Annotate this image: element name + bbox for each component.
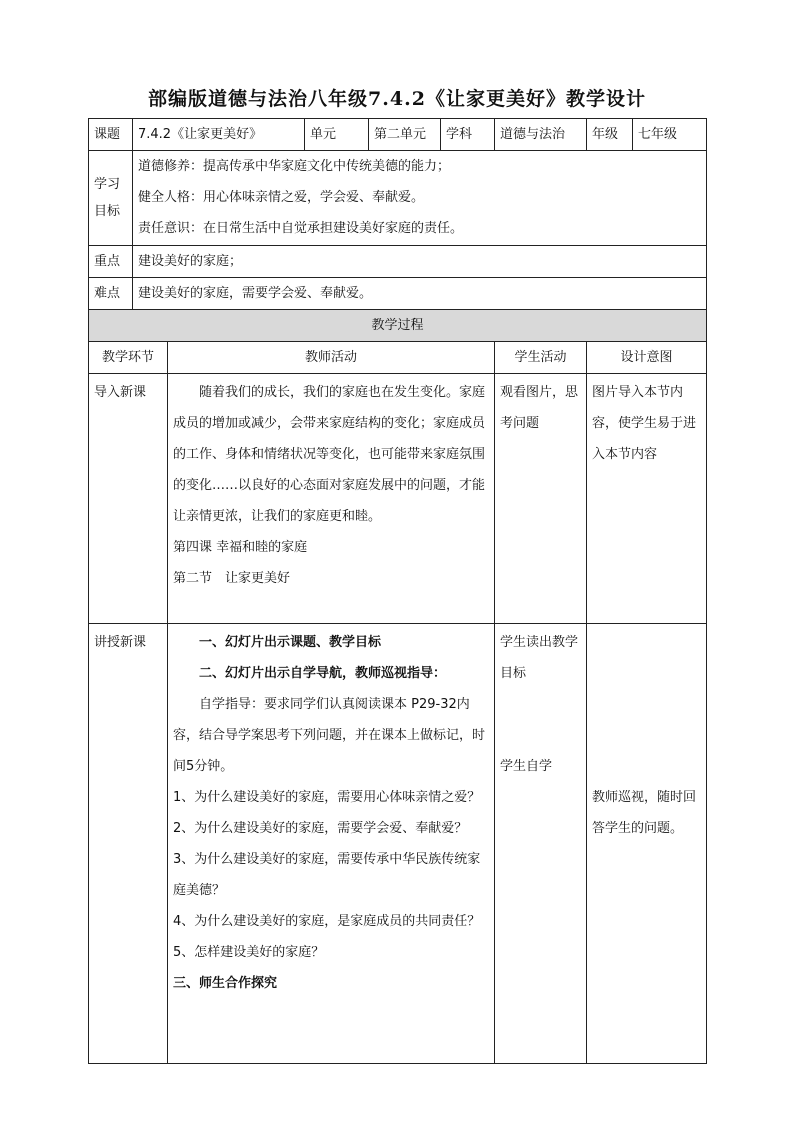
- intro-student: 观看图片，思考问题: [495, 374, 587, 624]
- new-student: [495, 624, 587, 1064]
- question-item: 1、为什么建设美好的家庭，需要用心体味亲情之爱？: [173, 790, 481, 805]
- col-student: 学生活动: [495, 342, 587, 374]
- goal-item: 责任意识：在日常生活中自觉承担建设美好家庭的责任。: [138, 221, 464, 236]
- topic-value: 7.4.2《让家更美好》: [133, 119, 305, 151]
- self-study-guide: 自学指导：要求同学们认真阅读课本 P29-32内容，结合导学案思考下列问题，并在课本上做标记，时间5分钟。: [173, 697, 486, 774]
- intro-section: 第二节 让家更美好: [173, 571, 291, 586]
- intro-intent: 图片导入本节内容，使学生易于进入本节内容: [587, 374, 707, 624]
- grade-label: 年级: [587, 119, 633, 151]
- lesson-plan-table: [88, 118, 707, 1064]
- new-teacher: [168, 624, 495, 1064]
- difficult-point-row: [89, 278, 707, 310]
- step-3: 三、师生合作探究: [173, 976, 278, 991]
- grade-value: 七年级: [633, 119, 707, 151]
- goal-item: 道德修养：提高传承中华家庭文化中传统美德的能力；: [138, 159, 451, 174]
- subject-label: 学科: [441, 119, 495, 151]
- new-student-1: 学生读出教学目标: [500, 635, 579, 681]
- unit-label: 单元: [305, 119, 369, 151]
- header-row: [89, 119, 707, 151]
- col-intent: 设计意图: [587, 342, 707, 374]
- new-student-2: 学生自学: [500, 759, 553, 774]
- intro-lesson: 第四课 幸福和睦的家庭: [173, 540, 308, 555]
- col-stage: 教学环节: [89, 342, 168, 374]
- process-section-title: 教学过程: [89, 310, 707, 342]
- difficult-point-label: 难点: [89, 278, 133, 310]
- subject-value: 道德与法治: [495, 119, 587, 151]
- question-item: 4、为什么建设美好的家庭，是家庭成员的共同责任？: [173, 914, 481, 929]
- question-item: 5、怎样建设美好的家庭？: [173, 945, 325, 960]
- question-item: 2、为什么建设美好的家庭，需要学会爱、奉献爱？: [173, 821, 468, 836]
- goals-row: [89, 151, 707, 246]
- process-section-row: [89, 310, 707, 342]
- goals-content: [133, 151, 707, 246]
- goal-item: 健全人格：用心体味亲情之爱，学会爱、奉献爱。: [138, 190, 425, 205]
- key-point-row: [89, 246, 707, 278]
- goals-label: 学习目标: [89, 151, 133, 246]
- process-header-row: [89, 342, 707, 374]
- step-2: 二、幻灯片出示自学导航，教师巡视指导：: [199, 666, 447, 681]
- unit-value: 第二单元: [369, 119, 441, 151]
- new-stage: 讲授新课: [89, 624, 168, 1064]
- intro-teacher-paragraph: 随着我们的成长，我们的家庭也在发生变化。家庭成员的增加或减少，会带来家庭结构的变化；家庭成员的工作、身体和情绪状况等变化，也可能带来家庭氛围的变化……以良好的心态面对家庭发展中的问题，才能让亲情更浓，让我们的家庭更和睦。: [173, 385, 486, 524]
- intro-row: [89, 374, 707, 624]
- document-title: 部编版道德与法治八年级7.4.2《让家更美好》教学设计: [148, 88, 646, 110]
- topic-label: 课题: [89, 119, 133, 151]
- difficult-point-value: 建设美好的家庭，需要学会爱、奉献爱。: [133, 278, 707, 310]
- new-intent-text: 教师巡视，随时回答学生的问题。: [592, 790, 697, 836]
- col-teacher: 教师活动: [168, 342, 495, 374]
- new-lesson-row: [89, 624, 707, 1064]
- step-1: 一、幻灯片出示课题、教学目标: [199, 635, 382, 650]
- key-point-value: 建设美好的家庭；: [133, 246, 707, 278]
- intro-teacher: [168, 374, 495, 624]
- intro-stage: 导入新课: [89, 374, 168, 624]
- new-intent: [587, 624, 707, 1064]
- key-point-label: 重点: [89, 246, 133, 278]
- question-item: 3、为什么建设美好的家庭，需要传承中华民族传统家庭美德？: [173, 852, 481, 898]
